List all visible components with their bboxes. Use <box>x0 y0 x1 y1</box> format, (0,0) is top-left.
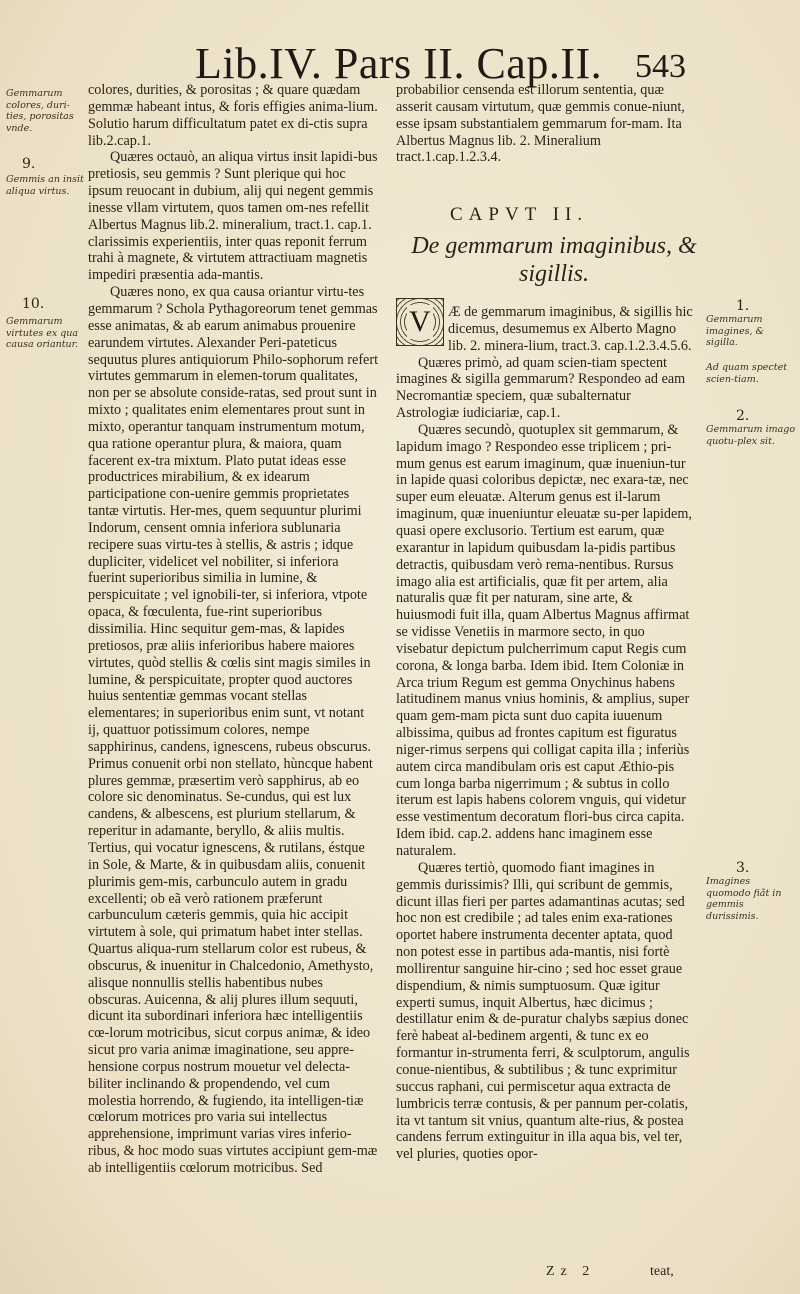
margin-number-2: 2. <box>736 408 750 424</box>
running-title: Lib.IV. Pars II. Cap.II. <box>195 39 603 88</box>
paragraph: probabilior censenda est illorum sententia, quæ asserit causam virtutum, quæ gemmis conue-niunt, esse ipsam substantialem gemmarum for-mam. Ita Albertus Magnus lib. 2. Mineralium tract.1.cap.1.2.3.4. <box>396 82 685 166</box>
paragraph: colores, durities, & porositas ; & quare quædam gemmæ habeant intus, & foris effigies anima-lium. Solutio harum difficultatum patet ex di-ctis supra lib.2.cap.1. <box>88 82 378 149</box>
paragraph-quaeres-nono: Quæres nono, ex qua causa oriantur virtu-tes gemmarum ? Schola Pythagoreorum tenet gemmas esse animatas, & ab earum animabus prouenire earundem virtutes. Alexander Peri-pateticus sequutus plures antiquiorum Philo-sophorum refert virtutes gemmarum in elemen-torum qualitates, non per se absolute conside-ratas, sed prout sunt in mixto ; qualitates enim elementares prout sunt in mixto, operantur tanquam instrumentum motum, qua ratione operantur plura, & maiora, quam facerent ex-tra mixtum. Plato putat ideas esse productrices mirabilium, & ex idearum participatione con-uenire gemmis proprietates tantæ virtutis. Her-mes, quem sequuntur plurimi Indorum, censent omnia inferiora sublunaria recipere suas virtu-tes à stellis, & astris ; idque dupliciter, videlicet vel nobiliter, si inferiora fuerint superioribus similia in lumine, & perspicuitate ; vel ignobili-ter, si inferiora, vtpote opaca, & fœculenta, fue-rint superioribus dissimilia. Hinc sequitur gem-mas, & lapides pretiosos, præ aliis inferioribus habere maiores virtutes, quòd stellis & cœlis sint magis similes in lumine, & perspicuitate, propter quod auctores huius sententiæ gemmas vocant stellas elementares; in superioribus enim sunt, vt notant ij, quattuor potissimum colores, nempe sapphirinus, candens, ignescens, rubeus obscurus. Primus conuenit orbi non stellato, hùncque habent plures gemmæ, præsertim verò sapphirus, ab eo colore sic denominatus. Se-cundus, qui est lux candens, & albescens, est plurium stellarum, & reperitur in adamante, beryllo, & aliis multis. Tertius, qui vocatur ignescens, & rutilans, éstque in Sole, & Marte, & in quibusdam aliis, conuenit plurimis gem-mis, carbunculo autem in gradu excellenti; ob eã verò rationem præferunt carbunculum cæteris gemmis, quia hic accipit virtutem à sole, qui primatum habet inter stellas. Quartus aliqua-rum stellarum color est rubeus, & obscurus, & inuenitur in Chalcedonio, Amethysto, alisque nonnullis stellis habentibus nubes obscuras. Auicenna, & alij plures illum sequuti, dicunt ita subordinari inferiora hæc intelligentiis cœ-lorum motricibus, sicut corpus animæ, & ideo sicut pro varia animæ imaginatione, seu appre-hensione corpus nostrum mouetur vel delecta-biliter inclinando & propendendo, vel cum molestia horrendo, & fugiendo, ita intelligen-tiæ cœlorum motrices pro varia sui intellectus apprehensione, imprimunt varias vires inferio-ribus, & hoc modo suas virtutes accipiunt gem-mæ ab intelligentiis cœlorum motricibus. Sed <box>88 284 379 1176</box>
signature-mark: Zz 2 <box>546 1264 596 1279</box>
margin-note-virtus: Gemmis an insit aliqua virtus. <box>6 174 84 197</box>
margin-note-scientiam: Ad quam spectet scien-tiam. <box>706 362 788 385</box>
margin-note-colores: Gemmarum colores, duri-ties, porositas vnde. <box>6 88 74 134</box>
chapter-heading: CAPVT II. <box>450 204 589 225</box>
margin-number-10: 10. <box>22 296 45 312</box>
paragraph-quaeres-primo: Quæres primò, ad quam scien-tiam spectent imagines & sigilla gemmarum? Respondeo ad eam Necromantiæ speciem, quæ subalternatur Astrologiæ iudiciariæ, cap.1. <box>396 354 686 422</box>
margin-note-virtutes: Gemmarum virtutes ex qua causa oriantur. <box>6 316 79 350</box>
margin-note-imagines: Gemmarum imagines, & sigilla. <box>706 314 764 348</box>
paragraph-vae: Æ de gemmarum imaginibus, & sigillis hic dicemus, desumemus ex Alberto Magno lib. 2. minera-lium, tract.3. cap.1.2.3.4.5.6. <box>448 304 693 354</box>
paragraph-quaeres-secundo: Quæres secundò, quotuplex sit gemmarum, & lapidum imago ? Respondeo esse triplicem ; pri-mum genus est earum imaginum, quæ inueniun-tur in lapide quasi coloribus depictæ, nec exara-tæ, nec super eum eleuatæ. Alterum genus est il-larum imaginum, quæ inueniuntur eleuatæ su-per lapidem, quasi opere exclusorio. Tertium est earum, quæ exarantur in lapidum quibusdam la-pidis partibus detractis, quibusdam verò rema-nentibus. Rursus imago alia est artificialis, quæ fit per artem, alia naturalis quæ fit per naturam, sine arte, & huiusmodi fuit illa, quam Albertus Magnus affirmat se vidisse Venetiis in marmore secto, in quo visebatur depictum pulcherrimum caput Regis cum corona, & longa barba. Idem ibid. Item Coloniæ in Arca trium Regum est gemma Onychinus habens latitudinem manus vnius hominis, & amplius, super quam gem-mam picta sunt duo capita iuuenum albissima, quibus ad frontes capitum est figuratus niger-rimus serpens qui colligat capita illa ; inferiùs autem circa mandibulam oris est caput Æthio-pis cum longa barba nigerrimum ; & subtus in collo iterum est lapis habens colorem vnguis, qui videtur esse vestimentum decoratum flori-bus circa capita. Idem ibid. cap.2. addens hanc imaginem esse naturalem. <box>396 421 692 859</box>
margin-note-durissimis: Imagines quomodo fiãt in gemmis durissimis. <box>706 876 782 922</box>
margin-number-1: 1. <box>736 298 750 314</box>
margin-number-9: 9. <box>22 156 36 172</box>
right-text-column <box>396 304 696 1163</box>
catchword: teat, <box>650 1264 674 1279</box>
margin-note-quotuplex: Gemmarum imago quotu-plex sit. <box>706 424 796 447</box>
initial-letter: V <box>409 305 431 338</box>
page-header <box>0 30 800 90</box>
paragraph-quaeres-octauo: Quæres octauò, an aliqua virtus insit lapidi-bus pretiosis, seu gemmis ? Sunt plerique qui hoc ipsum reuocant in dubium, alij qui negent gemmis inesse vllam virtutem, quos tamen om-nes refellit Albertus Magnus lib.2. mineralium, tract.1. cap.1. clarissimis experientiis, inter quas reponit ferrum trahi à magnete, & virtutem attractiuam magnetis impediri præsentia ada-mantis. <box>88 149 378 284</box>
right-text-top <box>396 82 686 166</box>
chapter-title: De gemmarum imaginibus, & sigillis. <box>411 233 697 287</box>
paragraph-quaeres-tertio: Quæres tertiò, quomodo fiant imagines in gemmis durissimis? Illi, qui scribunt de gemmis, dicunt illas fieri per partes adamantinas acutas; sed hoc non est credibile ; ad tales enim exa-rationes oportet habere instrumenta decenter aptata, quod non potest esse in partibus ada-mantis, nisi fortè mollirentur sanguine hir-cino ; sed hoc esset graue dispendium, & nimis sumptuosum. Quæ igitur experti sumus, inquit Albertus, hæc dicimus ; destillatur enim & de-puratur chalybs sæpius donec ferè habeat al-bedinem argenti, & tunc ex eo formantur in-strumenta ferri, & sculptorum, angulis conue-nientibus, & subtilibus ; & tunc exprimitur succus raphani, cui permiscetur aqua extracta de lumbricis terræ contusis, & per pannum per-colatis, ita vt tantum sit vnius, quantum alte-rius, & postea candens ferrum extinguitur in illa aqua bis, vel ter, vel pluries, quoties opor- <box>396 859 690 1163</box>
margin-number-3: 3. <box>736 860 750 876</box>
page-number: 543 <box>635 48 686 85</box>
left-text-column <box>88 82 378 1177</box>
